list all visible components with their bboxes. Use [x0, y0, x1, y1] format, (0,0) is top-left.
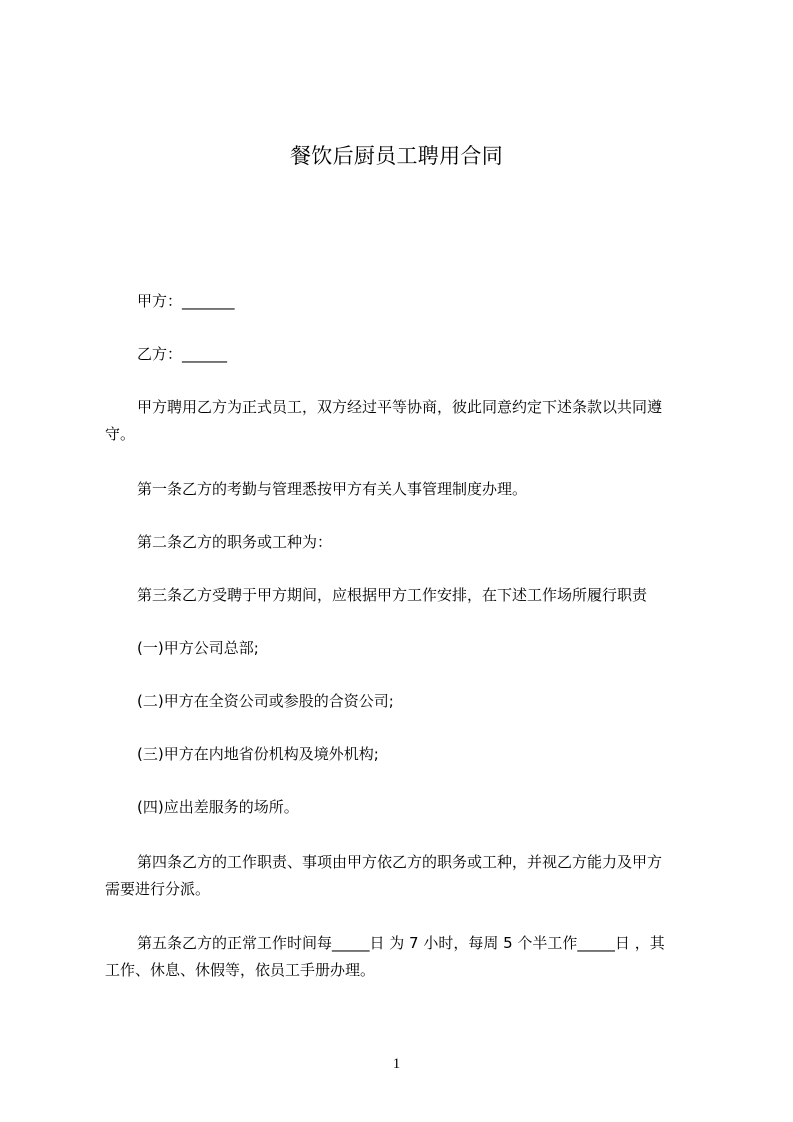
page-number: 1 — [392, 1056, 401, 1072]
article-1: 第一条乙方的考勤与管理悉按甲方有关人事管理制度办理。 — [137, 480, 528, 498]
workplace-item-2: (二)甲方在全资公司或参股的合资公司; — [137, 692, 394, 710]
workplace-item-3: (三)甲方在内地省份机构及境外机构; — [137, 745, 379, 763]
party-b-line: 乙方：______ — [137, 345, 228, 363]
workplace-item-1: (一)甲方公司总部; — [137, 639, 259, 657]
article-5-line-1: 第五条乙方的正常工作时间每_____日 为 7 小时，每周 5 个半工作_____日 ，其 — [137, 934, 665, 952]
article-3: 第三条乙方受聘于甲方期间，应根据甲方工作安排，在下述工作场所履行职责 — [137, 586, 648, 604]
article-4-line-2: 需要进行分派。 — [105, 880, 211, 898]
article-5-line-2: 工作、休息、休假等，依员工手册办理。 — [105, 961, 376, 979]
document-title: 餐饮后厨员工聘用合同 — [290, 144, 503, 168]
article-4-line-1: 第四条乙方的工作职责、事项由甲方依乙方的职务或工种，并视乙方能力及甲方 — [137, 853, 663, 871]
intro-line-2: 守。 — [105, 425, 136, 443]
workplace-item-4: (四)应出差服务的场所。 — [137, 798, 299, 816]
intro-line-1: 甲方聘用乙方为正式员工，双方经过平等协商，彼此同意约定下述条款以共同遵 — [137, 398, 663, 416]
party-a-line: 甲方：_______ — [137, 292, 235, 310]
article-2: 第二条乙方的职务或工种为： — [137, 533, 333, 551]
